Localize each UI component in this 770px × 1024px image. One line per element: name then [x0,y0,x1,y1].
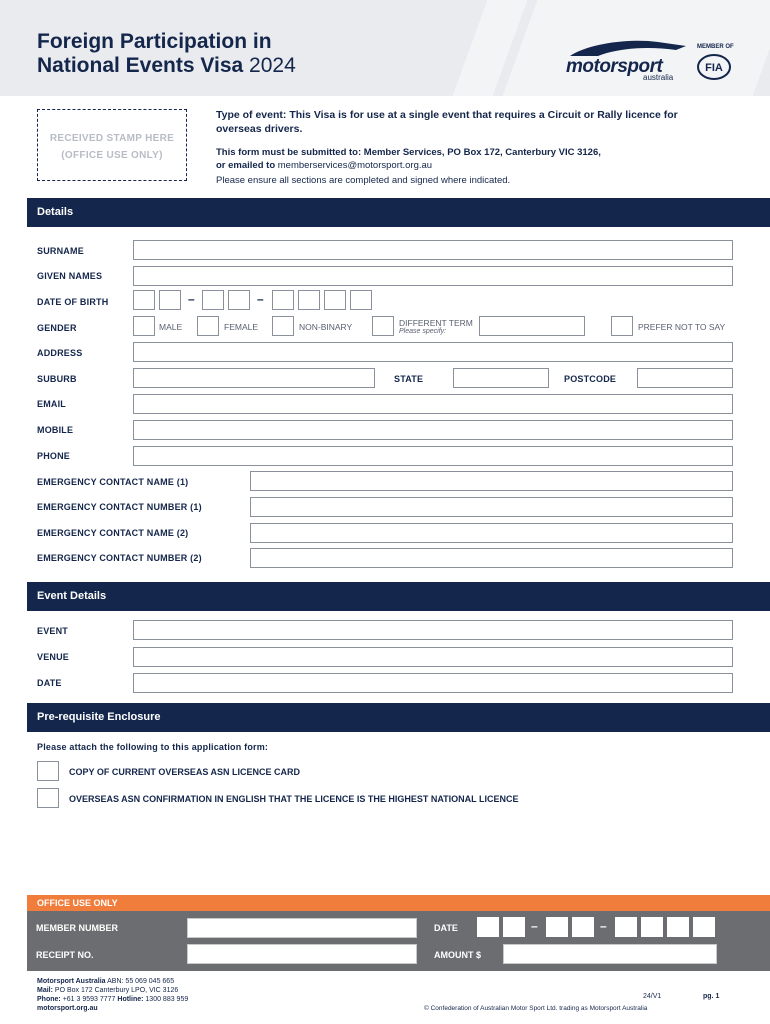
address-label: ADDRESS [37,348,83,358]
office-date-day-digit-2[interactable] [503,917,525,937]
gender-prefer-not-checkbox[interactable] [611,316,633,336]
title-year: 2024 [249,54,296,77]
postcode-label: POSTCODE [564,374,617,384]
event-field[interactable] [133,620,733,640]
gender-nonbinary-checkbox[interactable] [272,316,294,336]
phone-field[interactable] [133,446,733,466]
state-label: STATE [394,374,424,384]
office-date-year-digit-2[interactable] [641,917,663,937]
gender-male-checkbox[interactable] [133,316,155,336]
office-date-day-digit-1[interactable] [477,917,499,937]
logo-wordmark: motorsport [566,56,663,77]
address-field[interactable] [133,342,733,362]
dob-year-digit-1[interactable] [272,290,294,310]
submit-address-text: This form must be submitted to: Member Services, PO Box 172, Canterbury VIC 3126, [216,147,601,158]
receipt-no-field[interactable] [187,944,417,964]
fia-logo-text: FIA [705,62,723,74]
phone-label: PHONE [37,451,71,461]
type-of-event-text: Type of event: This Visa is for use at a single event that requires a Circuit or Rally licence for overseas drivers. [216,109,678,135]
emergency-contact-number-2-label: EMERGENCY CONTACT NUMBER (2) [37,553,202,563]
enclosure-instruction: Please attach the following to this application form: [37,742,269,752]
suburb-field[interactable] [133,368,375,388]
state-field[interactable] [453,368,549,388]
office-date-year-digit-4[interactable] [693,917,715,937]
footer-website-link[interactable]: motorsport.org.au [37,1005,98,1012]
dob-year-digit-3[interactable] [324,290,346,310]
given-names-field[interactable] [133,266,733,286]
intro-text [216,108,696,187]
section-header-enclosure: Pre-requisite Enclosure [27,703,770,732]
emergency-contact-name-2-label: EMERGENCY CONTACT NAME (2) [37,528,189,538]
dob-year-digit-4[interactable] [350,290,372,310]
footer-mail: PO Box 172 Canterbury LPO, VIC 3126 [54,987,179,994]
emergency-contact-name-1-label: EMERGENCY CONTACT NAME (1) [37,477,189,487]
received-stamp-box [37,109,187,181]
enclosure-licence-card-checkbox[interactable] [37,761,59,781]
member-number-label: MEMBER NUMBER [36,923,118,933]
postcode-field[interactable] [637,368,733,388]
enclosure-asn-confirmation-checkbox[interactable] [37,788,59,808]
footer-phone: +61 3 9593 7777 [62,996,116,1003]
emergency-contact-number-2-field[interactable] [250,548,733,568]
gender-specify-field[interactable] [479,316,585,336]
footer-mail-label: Mail: [37,987,53,994]
ensure-completed-text: Please ensure all sections are completed and signed where indicated. [216,175,511,186]
office-date-month-digit-2[interactable] [572,917,594,937]
dob-label: DATE OF BIRTH [37,297,109,307]
title-line-2: National Events Visa [37,54,244,77]
surname-label: SURNAME [37,246,84,256]
venue-label: VENUE [37,652,70,662]
office-date-label: DATE [434,923,458,933]
office-date-month-digit-1[interactable] [546,917,568,937]
gender-male-label: MALE [159,322,183,332]
event-date-label: DATE [37,678,62,688]
given-names-label: GIVEN NAMES [37,271,103,281]
footer-phone-label: Phone: [37,996,61,1003]
emergency-contact-name-1-field[interactable] [250,471,733,491]
office-date-separator: – [600,919,607,933]
stamp-line-2: (OFFICE USE ONLY) [61,150,163,161]
event-label: EVENT [37,626,69,636]
footer-contact [37,977,188,1013]
footer-page-number: pg. 1 [703,993,720,1000]
suburb-label: SUBURB [37,374,77,384]
office-date-separator: – [531,919,538,933]
footer-hotline: 1300 883 959 [145,996,189,1003]
dob-separator: – [257,292,264,306]
gender-nonbinary-label: NON-BINARY [299,322,353,332]
amount-label: AMOUNT $ [434,950,481,960]
footer-abn: ABN: 55 069 045 665 [107,978,175,985]
enclosure-licence-card-label: COPY OF CURRENT OVERSEAS ASN LICENCE CARD [69,767,301,777]
venue-field[interactable] [133,647,733,667]
office-use-header: OFFICE USE ONLY [27,895,770,911]
page-title [37,30,296,78]
enclosure-asn-confirmation-label: OVERSEAS ASN CONFIRMATION IN ENGLISH THAT THE LICENCE IS THE HIGHEST NATIONAL LICENCE [69,794,519,804]
dob-separator: – [188,292,195,306]
dob-year-digit-2[interactable] [298,290,320,310]
office-use-panel [27,911,770,971]
dob-month-digit-2[interactable] [228,290,250,310]
office-date-year-digit-3[interactable] [667,917,689,937]
emergency-contact-number-1-label: EMERGENCY CONTACT NUMBER (1) [37,502,202,512]
mobile-label: MOBILE [37,425,74,435]
gender-prefer-not-label: PREFER NOT TO SAY [638,322,726,332]
section-header-event-details: Event Details [27,582,770,611]
member-number-field[interactable] [187,918,417,938]
gender-female-label: FEMALE [224,322,259,332]
gender-different-checkbox[interactable] [372,316,394,336]
footer-org: Motorsport Australia [37,978,106,985]
gender-different-label: DIFFERENT TERM [399,318,473,328]
email-label: EMAIL [37,399,66,409]
dob-month-digit-1[interactable] [202,290,224,310]
footer-version: 24/V1 [643,993,662,1000]
mobile-field[interactable] [133,420,733,440]
amount-field[interactable] [503,944,717,964]
gender-label: GENDER [37,323,77,333]
dob-day-digit-2[interactable] [159,290,181,310]
event-date-field[interactable] [133,673,733,693]
dob-day-digit-1[interactable] [133,290,155,310]
emergency-contact-name-2-field[interactable] [250,523,733,543]
emergency-contact-number-1-field[interactable] [250,497,733,517]
footer-hotline-label: Hotline: [117,996,144,1003]
title-line-1: Foreign Participation in [37,30,272,53]
surname-field[interactable] [133,240,733,260]
office-date-year-digit-1[interactable] [615,917,637,937]
member-of-label: MEMBER OF [697,44,734,50]
gender-specify-hint: Please specify: [399,328,447,335]
gender-female-checkbox[interactable] [197,316,219,336]
stamp-line-1: RECEIVED STAMP HERE [49,133,175,144]
logo-subtitle: australia [643,73,674,82]
footer-copyright: © Confederation of Australian Motor Sport Ltd. trading as Motorsport Australia [424,1005,648,1012]
receipt-no-label: RECEIPT NO. [36,950,94,960]
submit-prefix-text: or emailed to [216,160,276,171]
email-field[interactable] [133,394,733,414]
member-services-email-link[interactable]: memberservices@motorsport.org.au [277,160,433,171]
section-header-details: Details [27,198,770,227]
fia-logo [697,54,731,80]
